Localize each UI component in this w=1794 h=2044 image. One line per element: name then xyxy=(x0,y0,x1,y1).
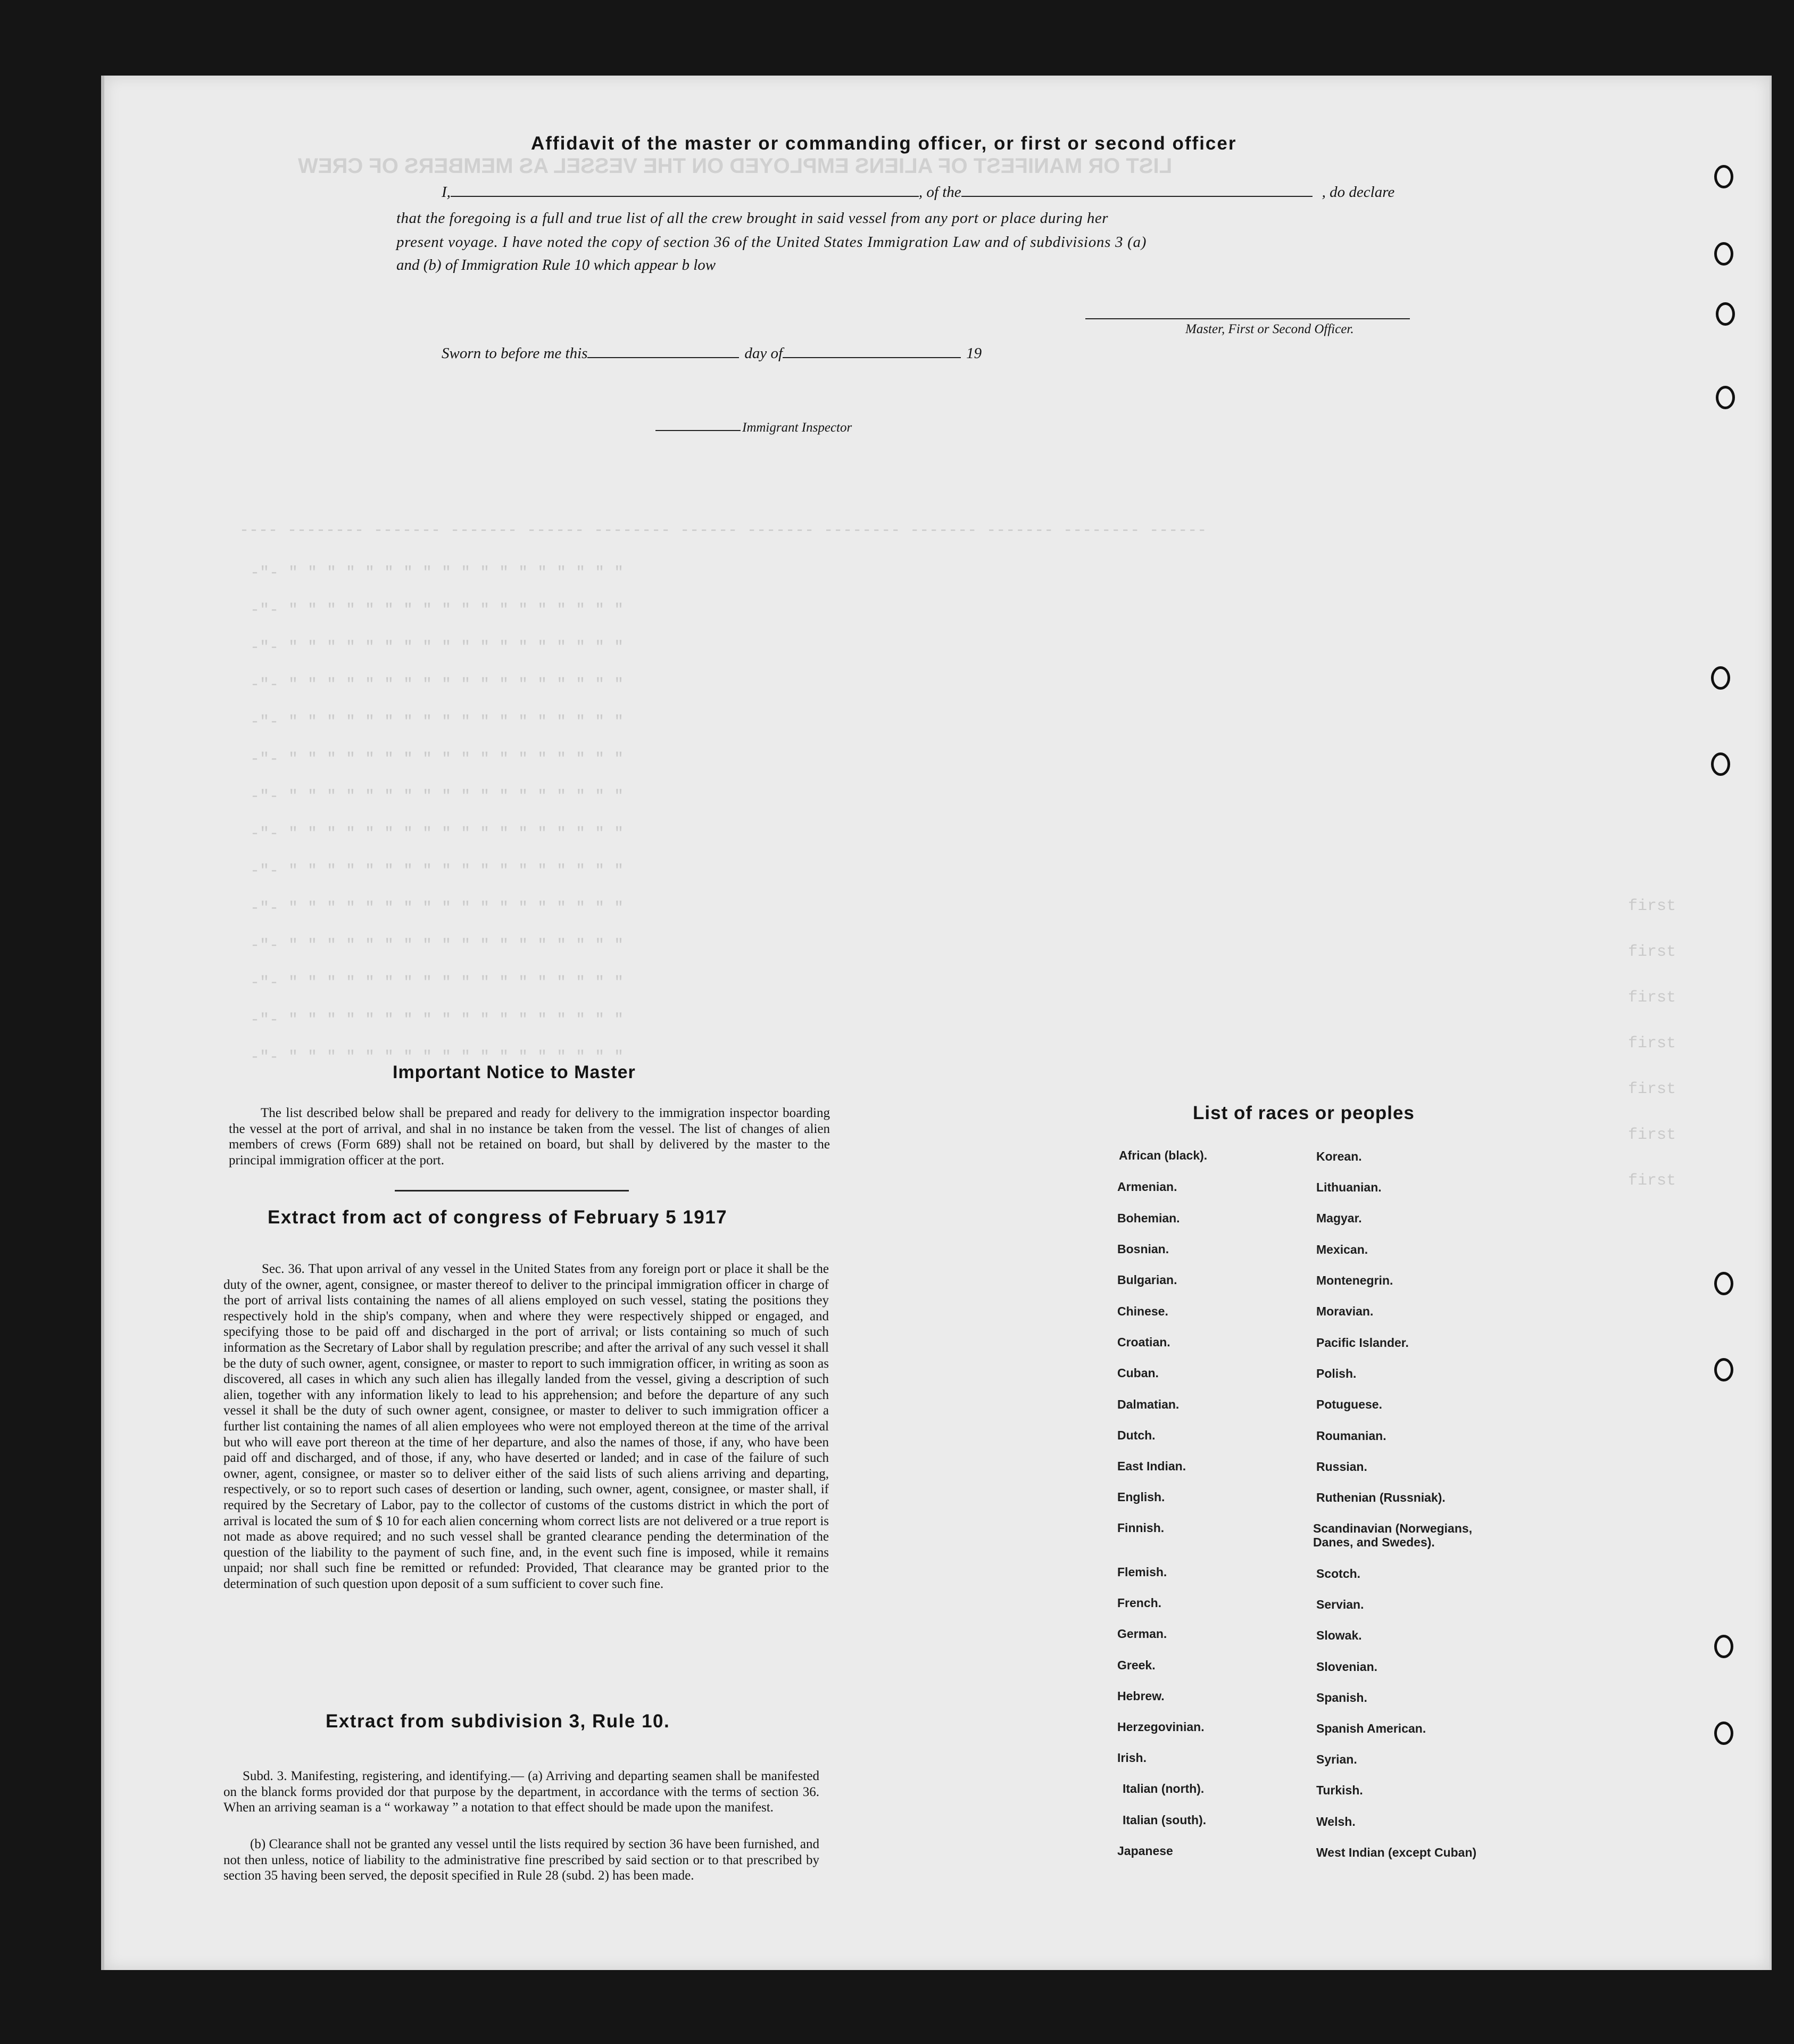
race-item: Slovenian. xyxy=(1316,1660,1378,1674)
race-item: Magyar. xyxy=(1316,1211,1362,1225)
binding-hole xyxy=(1714,1722,1733,1745)
binding-hole xyxy=(1714,1272,1733,1295)
race-item: Lithuanian. xyxy=(1316,1180,1382,1194)
race-item: Scandinavian (Norwegians, Danes, and Swedes). xyxy=(1313,1521,1473,1549)
race-item: Herzegovinian. xyxy=(1117,1720,1205,1734)
binding-hole xyxy=(1714,165,1733,188)
race-item: Slowak. xyxy=(1316,1628,1362,1642)
race-item: Hebrew. xyxy=(1117,1689,1165,1703)
race-item: Croatian. xyxy=(1117,1335,1170,1349)
vessel-field[interactable] xyxy=(961,195,1313,197)
binding-hole xyxy=(1711,752,1730,776)
race-item: Cuban. xyxy=(1117,1366,1159,1380)
race-item: Armenian. xyxy=(1117,1180,1177,1194)
race-item: Servian. xyxy=(1316,1598,1364,1611)
race-item: Ruthenian (Russniak). xyxy=(1316,1491,1446,1504)
day-of-label: day of xyxy=(744,345,783,362)
race-item: Japanese xyxy=(1117,1844,1173,1858)
binding-hole xyxy=(1714,1358,1733,1381)
master-signature-line[interactable] xyxy=(1085,318,1410,319)
race-item: Polish. xyxy=(1316,1367,1357,1380)
race-item: Syrian. xyxy=(1316,1752,1357,1766)
race-item: Moravian. xyxy=(1316,1304,1374,1318)
affidavit-line-4: and (b) of Immigration Rule 10 which appear b low xyxy=(396,256,716,274)
races-title: List of races or peoples xyxy=(1193,1103,1415,1123)
inspector-signature-line[interactable] xyxy=(655,430,741,431)
sworn-month-field[interactable] xyxy=(783,357,961,358)
binding-hole xyxy=(1711,666,1730,690)
race-item: Chinese. xyxy=(1117,1304,1168,1318)
race-item: East Indian. xyxy=(1117,1459,1186,1473)
race-item: West Indian (except Cuban) xyxy=(1316,1846,1477,1859)
race-item: Spanish American. xyxy=(1316,1722,1426,1735)
race-item: French. xyxy=(1117,1596,1162,1610)
race-item: Potuguese. xyxy=(1316,1397,1382,1411)
race-item: Russian. xyxy=(1316,1460,1367,1474)
affidavit-line-2: that the foregoing is a full and true list of all the crew brought in said vessel from any port or place during her xyxy=(396,210,1108,227)
race-item: Montenegrin. xyxy=(1316,1273,1393,1287)
race-item: Italian (north). xyxy=(1123,1782,1205,1795)
affidavit-line-1 xyxy=(442,184,1394,201)
race-item: African (black). xyxy=(1119,1148,1208,1162)
race-item: Mexican. xyxy=(1316,1243,1368,1256)
binding-hole xyxy=(1714,242,1733,266)
sworn-label: Sworn to before me this xyxy=(442,345,588,362)
race-item: German. xyxy=(1117,1627,1167,1641)
race-item: Irish. xyxy=(1117,1751,1147,1765)
binding-hole xyxy=(1716,386,1735,409)
race-item: Pacific Islander. xyxy=(1316,1336,1409,1350)
master-label: Master, First or Second Officer. xyxy=(1185,322,1354,336)
name-field[interactable] xyxy=(451,195,919,197)
sworn-line xyxy=(442,345,982,362)
race-item: Italian (south). xyxy=(1123,1813,1207,1827)
race-item: Dalmatian. xyxy=(1117,1397,1180,1411)
race-item: Dutch. xyxy=(1117,1428,1156,1442)
divider xyxy=(395,1190,629,1191)
affidavit-i: I, xyxy=(442,184,451,201)
race-item: Flemish. xyxy=(1117,1565,1167,1579)
race-item: Turkish. xyxy=(1316,1783,1363,1797)
race-item: Spanish. xyxy=(1316,1691,1367,1704)
race-item: Bohemian. xyxy=(1117,1211,1180,1225)
notice-text: The list described below shall be prepared and ready for delivery to the immigration inspector boarding the vessel at the port of arrival, and shal in no instance be taken from the vessel. The list of changes of alien members of crews (Form 689) shall not be retained on board, but shall by delivered by the master to the principal immigration officer at the port. xyxy=(229,1106,830,1168)
race-item: Scotch. xyxy=(1316,1567,1361,1580)
affidavit-of-the: , of the xyxy=(918,184,961,201)
extract-act-title: Extract from act of congress of February 5 1917 xyxy=(268,1207,728,1228)
race-item: Bulgarian. xyxy=(1117,1273,1177,1287)
sworn-day-field[interactable] xyxy=(587,357,739,358)
race-item: Roumanian. xyxy=(1316,1429,1386,1443)
race-item: Welsh. xyxy=(1316,1815,1356,1828)
affidavit-declare: , do declare xyxy=(1322,184,1395,201)
inspector-label: Immigrant Inspector xyxy=(742,420,852,435)
race-item: Greek. xyxy=(1117,1658,1156,1672)
notice-title: Important Notice to Master xyxy=(393,1062,636,1082)
affidavit-line-3: present voyage. I have noted the copy of section 36 of the United States Immigration Law and of subdivisions 3 (a) xyxy=(396,234,1147,251)
year-label: 19 xyxy=(966,345,982,362)
race-item: Finnish. xyxy=(1117,1521,1165,1535)
binding-hole xyxy=(1714,1635,1733,1658)
extract-rule-title: Extract from subdivision 3, Rule 10. xyxy=(326,1711,670,1732)
extract-act-text: Sec. 36. That upon arrival of any vessel in the United States from any foreign port or place it shall be the duty of the owner, agent, consignee, or master thereof to deliver to the principal immigration officer in charge of the port of arrival lists containing the names of all aliens employed on such vessel, stating the positions they respectively hold in the ship's company, when and where they were respectively shipped or engaged, and specifying those to be paid off and discharged in the port of arrival; or lists containing so much of such information as the Secretary of Labor shall by regulation prescribe; and after the arrival of any such vessel it shall be the duty of such owner, agent, consignee, or master to report to such immigration officer, in writing as soon as discovered, all cases in which any such alien has illegally landed from the vessel, giving a description of such alien, together with any information likely to lead to his apprehension; and before the departure of any such vessel it shall be the duty of such owner agent, consignee, or master to deliver to such immigration officer a further list containing the names of all alien employees who were not employed thereon at the time of the arrival but who will eave port thereon at the time of her departure, and also the names of those, if any, who have been paid off and discharged, and of those, if any, who have deserted or landed; and in case of the failure of such owner, agent, consignee, or master so to deliver either of the said lists of such aliens arriving and departing, respectively, or so to report such cases of desertion or landing, such owner, agent, consignee, or master shall, if required by the Secretary of Labor, pay to the collector of customs of the customs district in which the port of arrival is located the sum of $ 10 for each alien concerning whom correct lists are not delivered or a true report is not made as above required; and no such vessel shall be granted clearance pending the determination of the question of the liability to the payment of such fine, and, in the event such fine is imposed, while it remains unpaid; nor shall such fine be remitted or refunded: Provided, That clearance may be granted prior to the determination of such question upon deposit of a sum sufficient to cover such fine. xyxy=(223,1262,829,1591)
extract-rule-text-a: Subd. 3. Manifesting, registering, and identifying.— (a) Arriving and departing seamen shall be manifested on the blanck forms provided dor that purpose by the department, in accordance with the terms of section 36. When an arriving seaman is a “ workaway ” a notation to that effect should be made upon the manifest. xyxy=(223,1769,819,1815)
race-item: English. xyxy=(1117,1490,1165,1504)
binding-hole xyxy=(1716,302,1735,326)
race-item: Bosnian. xyxy=(1117,1242,1169,1256)
race-item: Korean. xyxy=(1316,1149,1362,1163)
affidavit-title: Affidavit of the master or commanding officer, or first or second officer xyxy=(531,133,1237,154)
extract-rule-text-b: (b) Clearance shall not be granted any vessel until the lists required by section 36 have been furnished, and not then unless, notice of liability to the administrative fine prescribed by said section or to that prescribed by section 35 having been served, the deposit specified in Rule 28 (subd. 2) has been made. xyxy=(223,1837,819,1883)
